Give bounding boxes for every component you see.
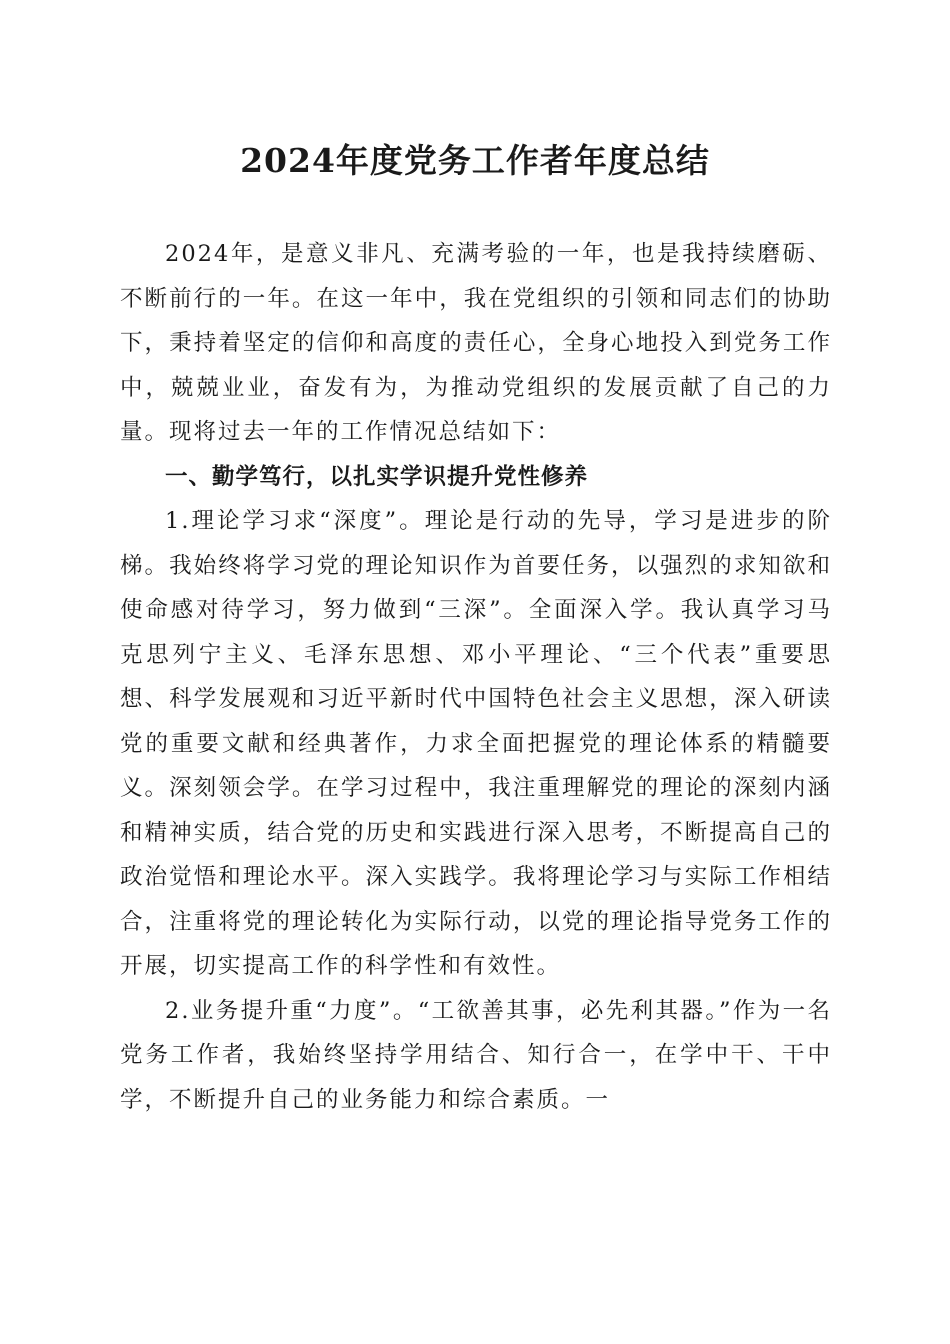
document-title: 2024年度党务工作者年度总结	[240, 141, 710, 180]
item-2-paragraph: 2.业务提升重“力度”。“工欲善其事，必先利其器。”作为一名党务工作者，我始终坚持学用结合、知行合一，在学中干、干中学，不断提升自己的业务能力和综合素质。一	[120, 997, 832, 1113]
intro-paragraph: 2024年，是意义非凡、充满考验的一年，也是我持续磨砺、不断前行的一年。在这一年中，我在党组织的引领和同志们的协助下，秉持着坚定的信仰和高度的责任心，全身心地投入到党务工作中，兢兢业业，奋发有为，为推动党组织的发展贡献了自己的力量。现将过去一年的工作情况总结如下：	[120, 241, 832, 445]
item-1-paragraph: 1.理论学习求“深度”。理论是行动的先导，学习是进步的阶梯。我始终将学习党的理论知识作为首要任务，以强烈的求知欲和使命感对待学习，努力做到“三深”。全面深入学。我认真学习马克思列宁主义、毛泽东思想、邓小平理论、“三个代表”重要思想、科学发展观和习近平新时代中国特色社会主义思想，深入研读党的重要文献和经典著作，力求全面把握党的理论体系的精髓要义。深刻领会学。在学习过程中，我注重理解党的理论的深刻内涵和精神实质，结合党的历史和实践进行深入思考，不断提高自己的政治觉悟和理论水平。深入实践学。我将理论学习与实际工作相结合，注重将党的理论转化为实际行动，以党的理论指导党务工作的开展，切实提高工作的科学性和有效性。	[120, 508, 832, 979]
document-body	[120, 232, 832, 1122]
section-1-heading: 一、勤学笃行，以扎实学识提升党性修养	[165, 463, 589, 490]
